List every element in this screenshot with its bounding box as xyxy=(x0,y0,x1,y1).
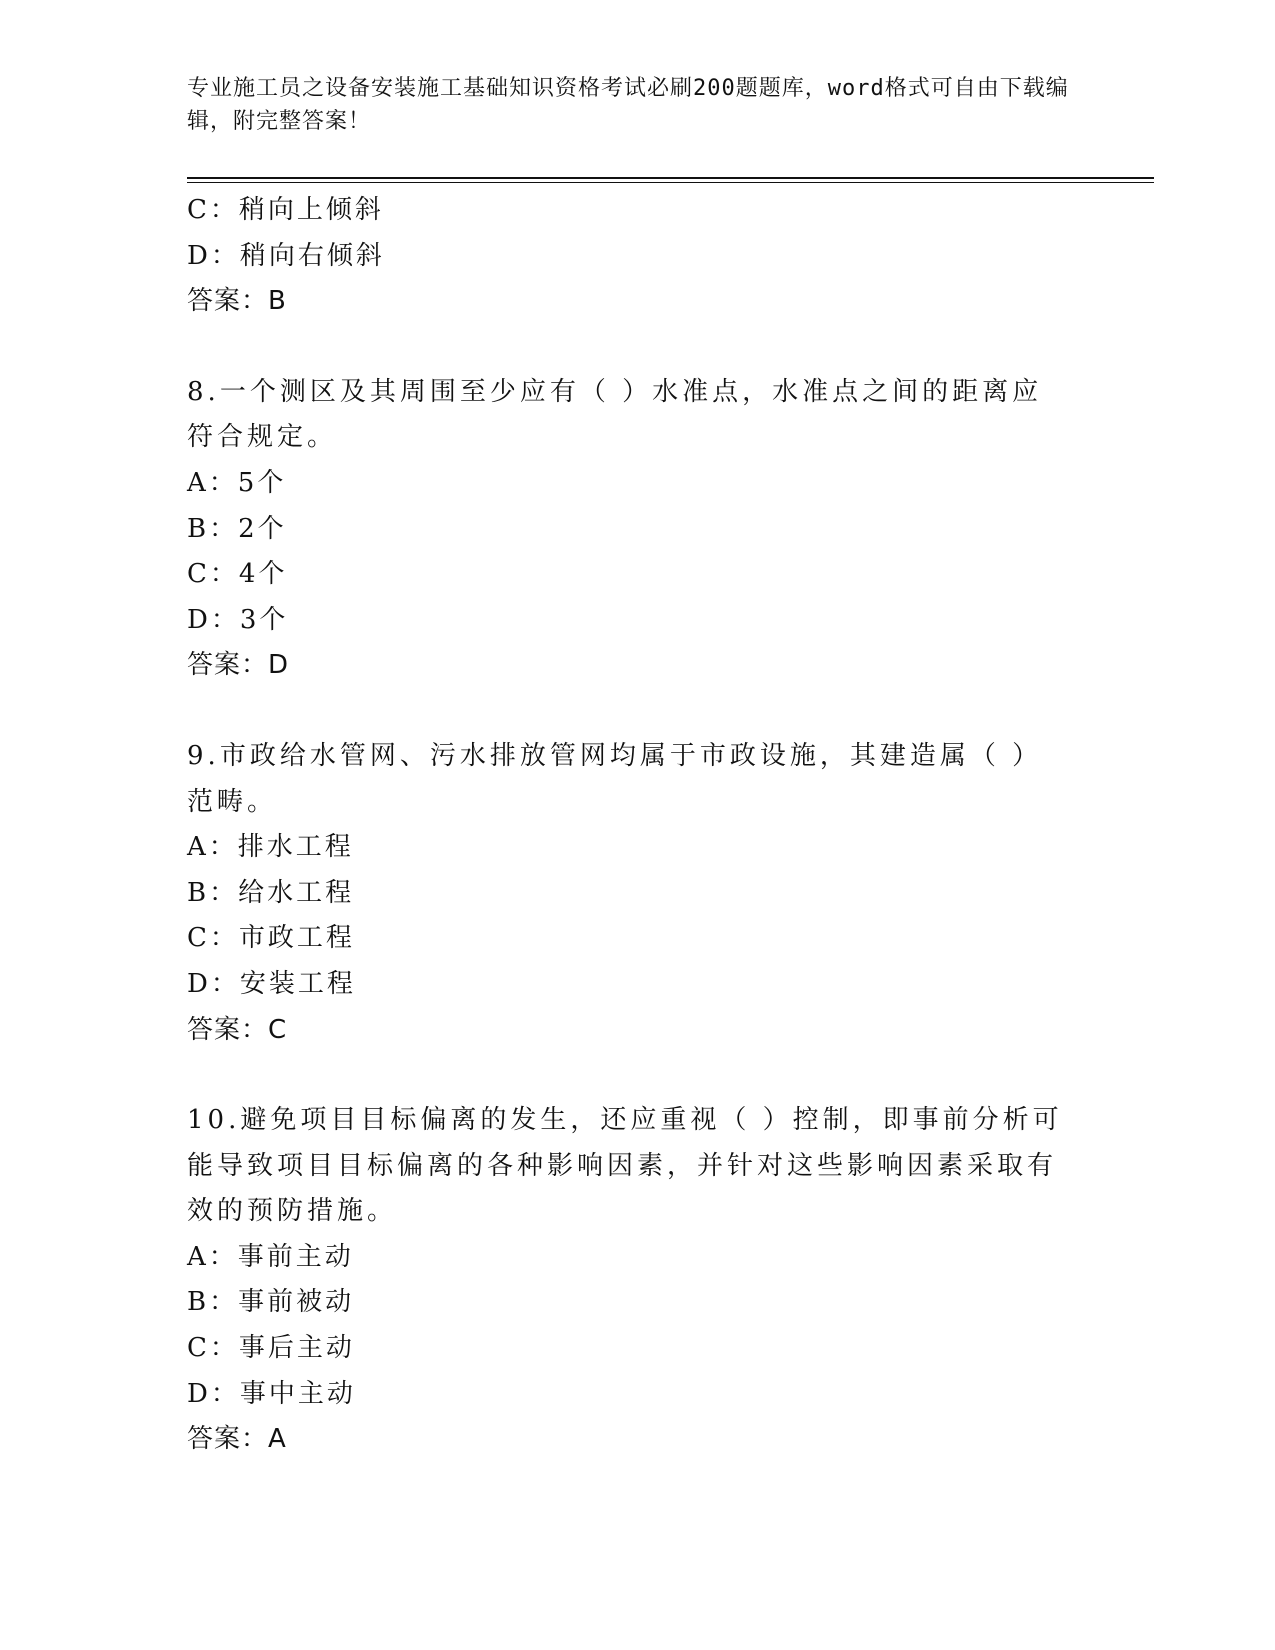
question-number: 10 xyxy=(187,1105,229,1136)
prev-question-block xyxy=(187,188,1087,325)
option-line xyxy=(187,598,1087,644)
option-separator: ： xyxy=(208,832,238,863)
question-body: 一个测区及其周围至少应有（ ）水准点，水准点之间的距离应符合规定。 xyxy=(187,376,1043,453)
option-line xyxy=(187,871,1087,917)
option-letter: B xyxy=(187,1287,210,1318)
answer-line xyxy=(187,279,1087,325)
option-line xyxy=(187,962,1087,1008)
option-text: 3个 xyxy=(239,604,289,635)
option-text: 5个 xyxy=(237,467,287,498)
option-text: 稍向上倾斜 xyxy=(238,195,384,225)
header-title: 专业施工员之设备安装施工基础知识资格考试必刷200题题库，word格式可自由下载编辑，附完整答案！ xyxy=(187,76,1069,134)
question-block-8 xyxy=(187,370,1087,689)
option-text: 2个 xyxy=(238,513,287,544)
option-text: 事后主动 xyxy=(238,1333,355,1364)
option-letter: B xyxy=(187,513,210,544)
answer-value: D xyxy=(268,650,290,681)
option-text: 事前主动 xyxy=(237,1241,354,1272)
option-text: 4个 xyxy=(238,559,288,590)
question-body: 避免项目目标偏离的发生，还应重视（ ）控制，即事前分析可能导致项目目标偏离的各种影响因素，并针对这些影响因素采取有效的预防措施。 xyxy=(187,1105,1063,1227)
option-letter: C xyxy=(187,923,210,954)
option-text: 稍向右倾斜 xyxy=(239,240,385,271)
option-letter: B xyxy=(187,877,210,908)
option-line xyxy=(187,461,1087,507)
question-body: 市政给水管网、污水排放管网均属于市政设施，其建造属（ ）范畴。 xyxy=(187,740,1043,817)
option-line xyxy=(187,188,1087,234)
option-line xyxy=(187,1372,1087,1418)
answer-prefix: 答案： xyxy=(187,1014,269,1045)
option-text: 给水工程 xyxy=(238,877,355,908)
option-letter: C xyxy=(187,1333,210,1364)
option-line xyxy=(187,916,1087,962)
option-separator: ： xyxy=(210,240,240,271)
option-text: 市政工程 xyxy=(238,923,355,954)
answer-value: A xyxy=(268,1424,287,1455)
question-number: 8 xyxy=(187,376,208,407)
option-separator: ： xyxy=(209,1287,239,1318)
option-letter: A xyxy=(187,467,209,498)
option-separator: ： xyxy=(210,968,240,999)
option-separator: ： xyxy=(208,1241,238,1272)
number-separator: . xyxy=(207,376,220,407)
option-letter: D xyxy=(187,604,211,635)
option-text: 安装工程 xyxy=(239,968,356,999)
question-block-10 xyxy=(187,1098,1087,1463)
option-line xyxy=(187,507,1087,553)
option-line xyxy=(187,234,1087,280)
header-rule-thick xyxy=(187,177,1154,179)
answer-prefix: 答案： xyxy=(187,1424,269,1455)
question-text xyxy=(187,370,1067,461)
header-rule-thin xyxy=(187,182,1154,183)
option-line xyxy=(187,1235,1087,1281)
answer-prefix: 答案： xyxy=(187,650,269,681)
option-text: 事中主动 xyxy=(239,1378,356,1409)
answer-value: C xyxy=(268,1014,288,1045)
option-text: 排水工程 xyxy=(237,832,354,863)
option-separator: ： xyxy=(209,513,239,544)
option-separator: ： xyxy=(210,1378,240,1409)
answer-line xyxy=(187,1417,1087,1463)
option-separator: ： xyxy=(209,195,239,225)
option-separator: ： xyxy=(209,559,239,590)
question-list xyxy=(187,188,1087,1463)
option-separator: ： xyxy=(210,604,240,635)
question-text xyxy=(187,1098,1067,1235)
option-line xyxy=(187,1326,1087,1372)
option-letter: D xyxy=(187,1378,211,1409)
number-separator: . xyxy=(207,740,220,771)
option-line xyxy=(187,825,1087,871)
option-line xyxy=(187,552,1087,598)
answer-value: B xyxy=(268,286,287,317)
answer-line xyxy=(187,643,1087,689)
option-letter: A xyxy=(187,1241,209,1272)
question-number: 9 xyxy=(187,740,208,771)
option-letter: D xyxy=(187,968,211,999)
answer-line xyxy=(187,1008,1087,1054)
option-separator: ： xyxy=(209,923,239,954)
page-header xyxy=(187,72,1087,138)
option-text: 事前被动 xyxy=(238,1287,355,1318)
number-separator: . xyxy=(228,1105,241,1136)
option-separator: ： xyxy=(209,877,239,908)
option-separator: ： xyxy=(209,1333,239,1364)
question-block-9 xyxy=(187,734,1087,1053)
answer-prefix: 答案： xyxy=(187,286,269,317)
option-letter: C xyxy=(187,195,210,225)
option-letter: A xyxy=(187,832,209,863)
option-letter: D xyxy=(187,240,211,271)
question-text xyxy=(187,734,1067,825)
option-letter: C xyxy=(187,559,210,590)
option-separator: ： xyxy=(208,467,238,498)
option-line xyxy=(187,1280,1087,1326)
